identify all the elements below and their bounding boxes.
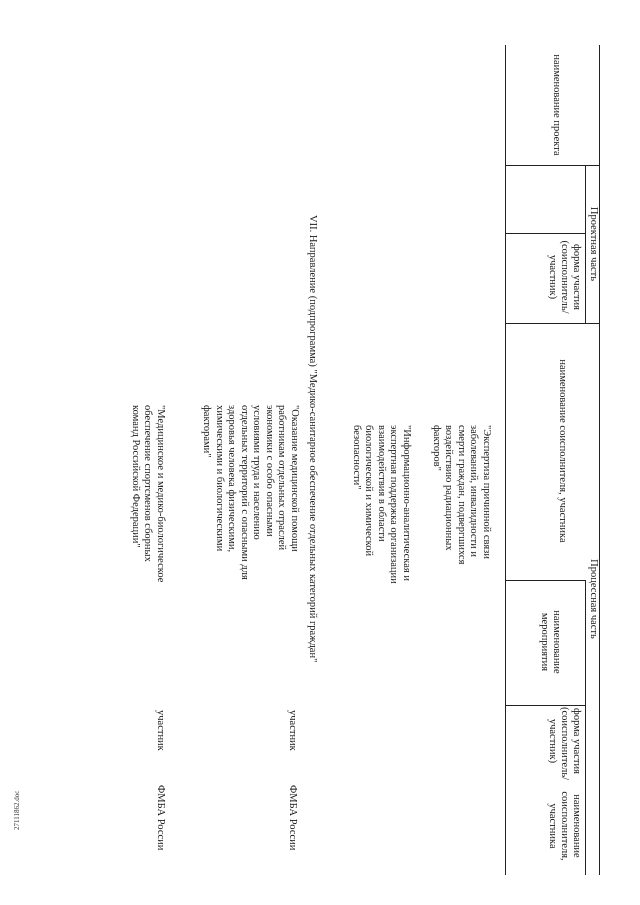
row-event-biosafety: "Информационно-аналитическая и экспертная поддержка организации взаимодействия в области биологической и химической безопасности" [351, 425, 412, 584]
header-participation-form: форма участия (соисполнитель/ участник) [547, 240, 582, 314]
header-process-participation-form: форма участия (соисполнитель/ участник) [547, 707, 582, 781]
section-row-event-medical-aid: "Оказание медицинской помощи работникам отдельных отраслей экономики с особо опасными условиями труда и населению отдельных территорий с опасными для здоровья человека физическими, химическими и биологическими факторами" [201, 405, 300, 580]
header-event-name: наименование мероприятия [539, 610, 562, 674]
row-event-radiation: "Экспертиза причинной связи заболеваний, инвалидности и смерти граждан, подвергшихся воздействию радиационных факторов" [431, 425, 492, 565]
section-row-participant-sport: ФМБА России [155, 785, 166, 851]
section-row-event-sport: "Медицинское и медико-биологическое обеспечение спортсменов сборных команд Российской Федерации" [130, 405, 166, 583]
section-row-form-sport: участник [155, 710, 166, 751]
footer-doc-code: 27111862.doc [13, 790, 21, 830]
table-top-border [599, 45, 600, 875]
group-header-divider-right [585, 580, 586, 875]
header-co-executor-name: наименование соисполнителя, участника [557, 359, 568, 543]
header-project-part: Проектная часть [588, 206, 599, 282]
rotated-table-page [40, 45, 600, 875]
col-divider-project-process [506, 323, 600, 324]
group-header-divider-left [585, 165, 586, 323]
header-process-co-executor-name: наименование соисполнителя, участника [547, 791, 582, 861]
header-bottom-border [505, 45, 506, 875]
header-project-name: наименование проекта [551, 54, 562, 156]
col-divider-project-name [506, 165, 600, 166]
col-divider-process-form [506, 705, 586, 706]
header-process-part: Процессная часть [588, 559, 599, 639]
section-row-form-medical-aid: участник [287, 710, 298, 751]
col-divider-project-form [506, 233, 586, 234]
col-divider-event-name [506, 580, 586, 581]
section-heading: VII. Направление (подпрограмма) "Медико-санитарное обеспечение отдельных категорий граждан" [307, 215, 318, 663]
section-row-participant-medical-aid: ФМБА России [287, 785, 298, 851]
